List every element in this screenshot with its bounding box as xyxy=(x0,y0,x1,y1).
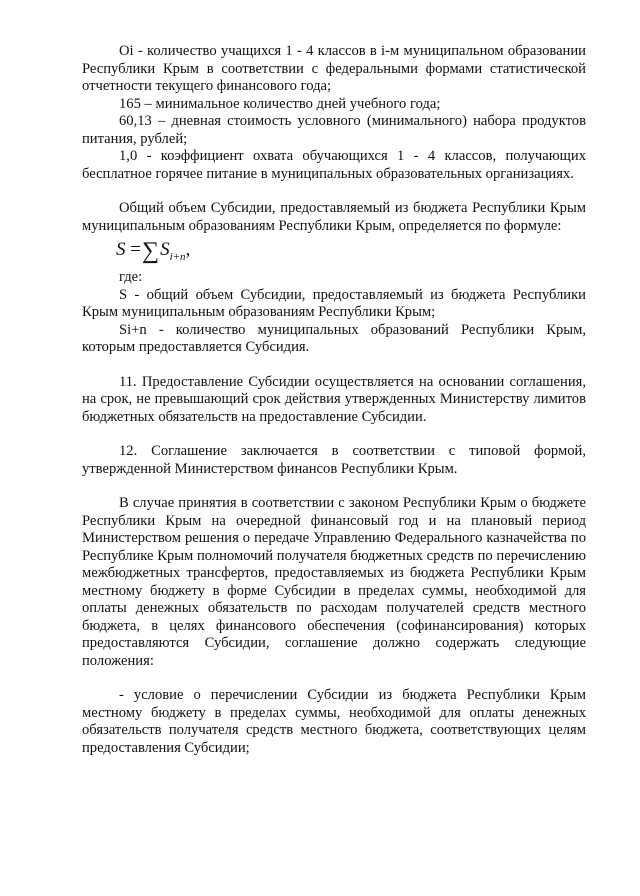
paragraph-coefficient-definition: 1,0 - коэффициент охвата обучающихся 1 - 4 классов, получающих бесплатное горячее питание в муниципальных образовательных организациях. xyxy=(82,148,586,182)
formula-lhs: S xyxy=(116,239,126,260)
formula xyxy=(82,235,586,269)
formula-comma: , xyxy=(185,239,191,260)
formula-equals: = xyxy=(130,239,141,260)
paragraph-condition-transfer: - условие о перечислении Субсидии из бюджета Республики Крым местному бюджету в пределах суммы, необходимой для оплаты денежных обязательств получателя средств местного бюджета, соответствующих целям предоставления Субсидии; xyxy=(82,687,586,756)
paragraph-oi-definition: Oi - количество учащихся 1 - 4 классов в i-м муниципальном образовании Республики Крым в соответствии с федеральными формами статистической отчетности текущего финансового года; xyxy=(82,43,586,94)
paragraph-clause-11: 11. Предоставление Субсидии осуществляется на основании соглашения, на срок, не превышающий срок действия утвержденных Министерству лимитов бюджетных обязательств на предоставление Субсидии. xyxy=(82,373,586,425)
paragraph-treasury-transfer: В случае принятия в соответствии с законом Республики Крым о бюджете Республики Крым на очередной финансовый год и на плановый период Министерством решения о передаче Управлению Федерального казначейства по Республике Крым полномочий получателя бюджетных средств по перечислению межбюджетных трансфертов, предоставляемых из бюджета Республики Крым местному бюджету в форме Субсидии в пределах суммы, необходимой для оплаты денежных обязательств по расходам получателей средств местного бюджета, в целях финансового обеспечения (софинансирования) которых предоставляются Субсидии, соглашение должно содержать следующие положения: xyxy=(82,495,586,669)
formula-sum-symbol: ∑ xyxy=(141,238,160,264)
formula-term: S xyxy=(160,239,170,260)
paragraph-total-subsidy-intro: Общий объем Субсидии, предоставляемый из бюджета Республики Крым муниципальным образованиям Республики Крым, определяется по формуле: xyxy=(82,200,586,234)
paragraph-sin-definition: Si+n - количество муниципальных образований Республики Крым, которым предоставляется Субсидия. xyxy=(82,321,586,355)
paragraph-cost-definition: 60,13 – дневная стоимость условного (минимального) набора продуктов питания, рублей; xyxy=(82,113,586,147)
paragraph-days-definition: 165 – минимальное количество дней учебного года; xyxy=(119,95,441,112)
paragraph-s-definition: S - общий объем Субсидии, предоставляемый из бюджета Республики Крым муниципальным образованиям Республики Крым; xyxy=(82,286,586,320)
formula-subscript: i+n xyxy=(169,251,186,263)
paragraph-clause-12: 12. Соглашение заключается в соответствии с типовой формой, утвержденной Министерством финансов Республики Крым. xyxy=(82,443,586,477)
where-label: где: xyxy=(119,269,143,285)
